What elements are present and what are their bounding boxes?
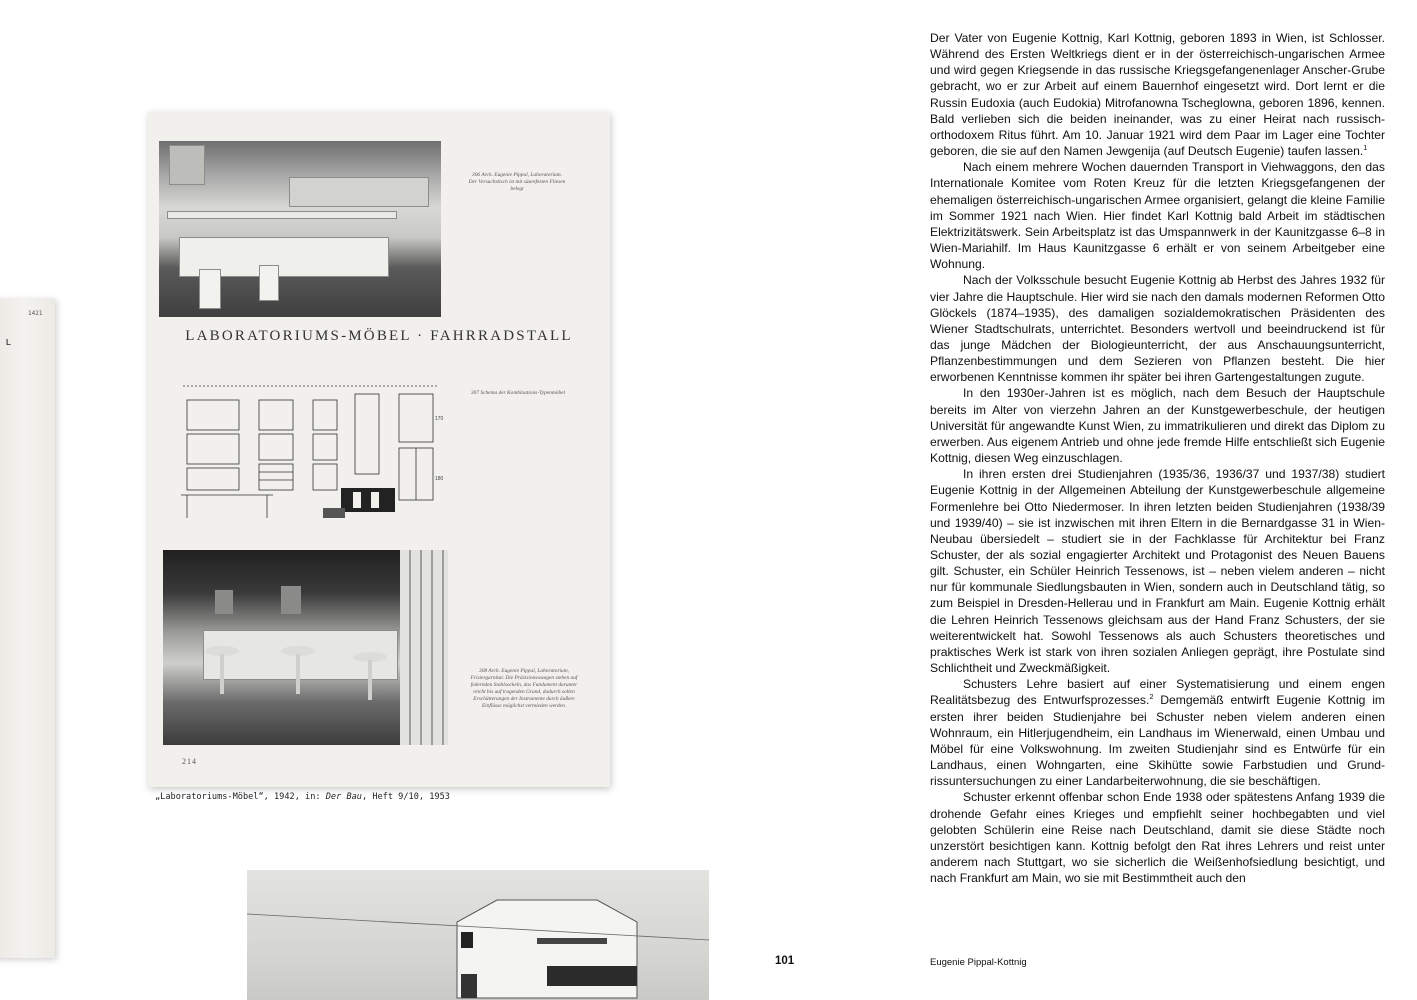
building-photo	[247, 870, 709, 1000]
paragraph: In ihren ersten drei Studienjahren (1935/36, 1936/37 und 1937/38) studiert Eugenie Kottnig in der Allgemeinen Abteilung der Kunstgewerbeschule allgemeine Formenlehre bei Otto Niedermoser. In ihren letzten beiden Studienjahren (1938/39 und 1939/40) – sie ist inzwischen mit ihren Eltern in die Bernardgasse 31 in Wien-Neubau übersiedelt – studiert sie in der Fachklasse für Architektur bei Franz Schuster, der als sozial engagierter Architekt und Protagonist des Neuen Bauens gilt. Schuster, ein Schüler Heinrich Tessenows, ist – neben vielem anderen – nicht nur für kommunale Siedlungsbauten in Wien, sondern auch in Deutschland tätig, so zum Beispiel in Dresden-Hellerau und in Frankfurt am Main. Eugenie Kottnig erhält die Lehren Heinrich Tessenows gleichsam aus der Hand Franz Schusters, der sie weiterentwickelt hat. Sowohl Tessenows als auch Schusters theoretisches und praktisches Werk ist stark von ihren sozialen Anliegen geprägt, ihre Postulate sind Schlichtheit und Zweckmäßigkeit.	[930, 467, 1385, 676]
footnote-marker: 1	[1363, 143, 1368, 153]
dimension-label: 170	[435, 416, 444, 422]
laboratory-photo	[159, 141, 441, 317]
drawing-caption-307: 307 Schema der Kombinations-Typenmöbel	[470, 390, 566, 396]
footnote-marker: 2	[1149, 692, 1154, 702]
magazine-page-number: 214	[182, 757, 197, 766]
magazine-heading: LABORATORIUMS-MÖBEL · FAHRRADSTALL	[185, 328, 573, 344]
adjacent-document-sheet	[0, 298, 55, 958]
paragraph: In den 1930er-Jahren ist es möglich, nach dem Besuch der Hauptschule bereits im Alter von vierzehn Jahren an der Kunstgewerbeschule, der heutigen Universität für angewandte Kunst Wien, zu immatrikulieren und direkt das Diplom zu erwerben. Aus eigenem Antrieb und ohne jede fremde Hilfe entschließt sich Eugenie Kottnig, diesen Weg einzuschlagen.	[930, 386, 1385, 466]
paragraph: Schusters Lehre basiert auf einer Systematisierung und einem engen Realitätsbezug des Entwurfsprozesses.$^2$ Demgemäß entwirft Eugenie Kottnig im ersten ihrer beiden Studienjahre bei Schuster neben vielem anderen einen Wohnraum, ein Hitlerjugendheim, ein Landhaus im Wienerwald, einen Umbau und Möbel für eine Volkswohnung. Im zweiten Studienjahr sind es Entwürfe für ein Landhaus, einen Wohngarten, eine Skihütte sowie Farbstudien und Grundrissuntersuchungen zu einer Landarbeiterwohnung, die sie beschäftigen.	[930, 677, 1386, 789]
magazine-page-scan	[148, 112, 610, 787]
photo-caption-308: 308 Arch. Eugenie Pippal, Laboratorium, Frisiergarnitur. Die Präzisionswaagen stehen auf federnden Stahlsockeln, das Fundament darunter reicht bis auf tragenden Grund, dadurch sollen Erschütterungen der Instrumente durch äußere Einflüsse möglichst vermieden werden.	[470, 668, 578, 709]
running-title: Eugenie Pippal-Kottnig	[930, 957, 1027, 968]
image-caption: „Laboratoriums-Möbel“, 1942, in: Der Bau, Heft 9/10, 1953	[155, 792, 450, 802]
paragraph: Der Vater von Eugenie Kottnig, Karl Kottnig, geboren 1893 in Wien, ist Schlosser. Während des Ersten Weltkriegs dient er in der österreichisch-ungarischen Armee und wird gegen Kriegsende in das russische Kriegsgefangenenlager Anscher-Grube gebracht, wo er zur Arbeit auf einem Bauernhof eingesetzt wird. Dort lernt er die Russin Eudoxia (auch Eudokia) Mitrofanowna Tscheglowna, geboren 1896, kennen. Bald verlieben sich die beiden ineinander, was zu einer Heirat nach russisch-orthodoxem Ritus führt. Am 10. Januar 1921 wird dem Paar im Lager eine Tochter geboren, die sie auf den Namen Jewgenija (auf Deutsch Eugenie) taufen lassen.$^1$	[930, 31, 1385, 159]
photo-caption-306: 306 Arch. Eugenie Pippal, Laboratorium. Der Versuchstisch ist mit säurefesten Fliesen belegt	[468, 172, 566, 192]
journal-title: Der Bau	[325, 792, 362, 802]
body-text-column	[930, 30, 1385, 886]
page-number: 101	[775, 955, 795, 967]
paragraph: Nach einem mehrere Wochen dauernden Transport in Viehwaggons, den das Internationale Komitee vom Roten Kreuz für die letzten Kriegsgefangenen der ehemaligen österreichisch-ungarischen Armee organisiert, gelangt die kleine Familie im Sommer 1921 nach Wien. Hier findet Karl Kottnig bald Arbeit im städtischen Elektrizitätswerk. Sein Arbeitsplatz ist das Umspannwerk in der Kaunitzgasse 6–8 in Wien-Mariahilf. Im Haus Kaunitzgasse 6 erhält er von seinem Arbeitgeber eine Wohnung.	[930, 160, 1385, 272]
paragraph: Nach der Volksschule besucht Eugenie Kottnig ab Herbst des Jahres 1932 für vier Jahre die Hauptschule. Hier wird sie nach den damals modernen Reformen Otto Glöckels (1874–1935), des damaligen sozialdemokratischen Präsidenten des Wiener Stadtschulrats, unterrichtet. Besonders wertvoll und beeindruckend ist für das junge Mädchen der Biologieunterricht, der aus Anschauungsunterricht, Pflanzenbestimmungen und dem Sezieren von Pflanzen besteht. Die hier erworbenen Kenntnisse kommen ihr später bei ihren Gartengestaltungen zugute.	[930, 273, 1385, 385]
paragraph: Schuster erkennt offenbar schon Ende 1938 oder spätestens Anfang 1939 die drohende Gefahr eines Krieges und empfiehlt seiner hochbegabten und viel gelobten Schülerin eine Reise nach Deutschland, damit sie diese Städte noch unzerstört besichtigen kann. Kottnig befolgt den Rat ihres Lehrers und reist unter anderem nach Stuttgart, wo sie sicherlich die Weißenhofsiedlung besichtigt, und nach Frankfurt am Main, wo sie mit Bestimmtheit auch den	[930, 790, 1385, 886]
sheet-mark: 1421	[28, 310, 43, 317]
laboratory-stools-photo	[163, 550, 448, 745]
sheet-letter: L	[6, 338, 11, 347]
dimension-label: 180	[435, 476, 444, 482]
furniture-schema-drawing	[163, 380, 448, 528]
